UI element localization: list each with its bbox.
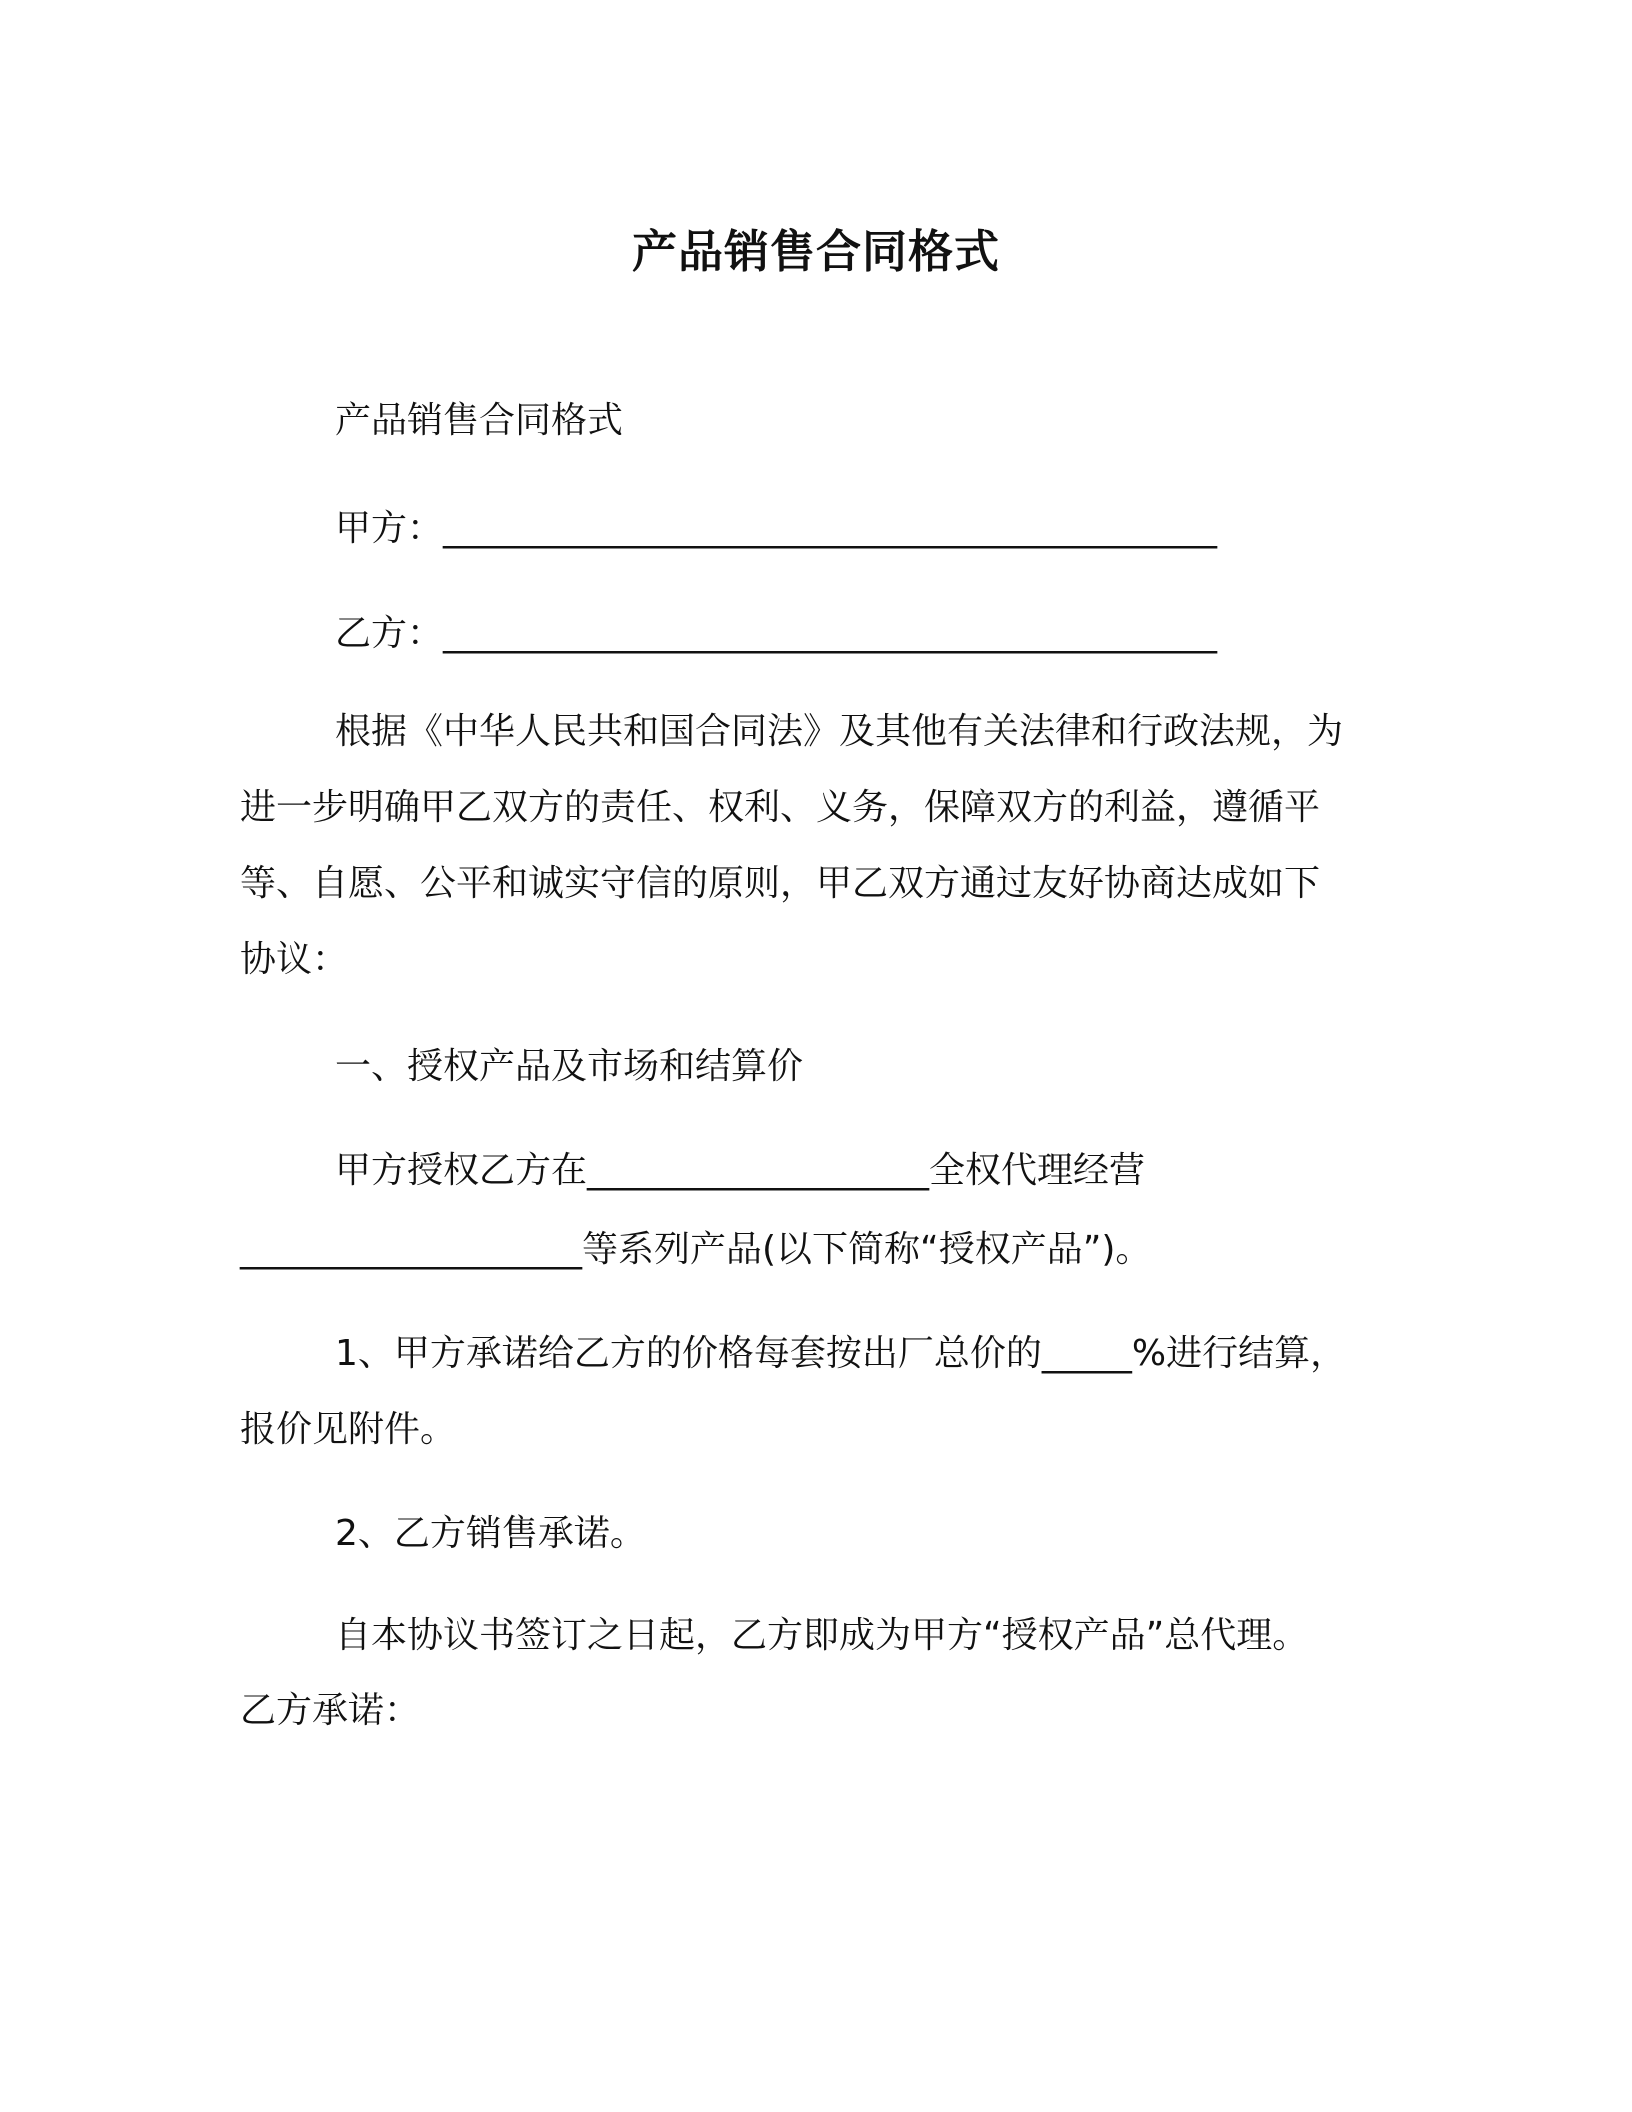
item-2-text-line-2: 乙方承诺：	[240, 1690, 421, 1731]
party-a-line: 甲方：___________________________________________	[335, 508, 1218, 549]
item-1-line-1: 1、甲方承诺给乙方的价格每套按出厂总价的_____%进行结算，	[335, 1333, 1347, 1374]
preamble-line-2: 进一步明确甲乙双方的责任、权利、义务，保障双方的利益，遵循平	[240, 787, 1321, 828]
item-2-text-line-1: 自本协议书签订之日起，乙方即成为甲方“授权产品”总代理。	[335, 1615, 1309, 1656]
section-1-heading: 一、授权产品及市场和结算价	[335, 1046, 804, 1087]
item-1-line-2: 报价见附件。	[240, 1409, 457, 1450]
preamble-line-4: 协议：	[240, 939, 349, 980]
preamble-line-3: 等、自愿、公平和诚实守信的原则，甲乙双方通过友好协商达成如下	[240, 863, 1321, 904]
preamble-line-1: 根据《中华人民共和国合同法》及其他有关法律和行政法规，为	[335, 711, 1344, 752]
section-1-text-line-2: ___________________等系列产品(以下简称“授权产品”)。	[240, 1229, 1152, 1270]
item-2-heading: 2、乙方销售承诺。	[335, 1513, 646, 1554]
section-1-text-line-1: 甲方授权乙方在___________________全权代理经营	[335, 1150, 1146, 1191]
party-b-line: 乙方：___________________________________________	[335, 613, 1218, 654]
document-subtitle: 产品销售合同格式	[335, 400, 624, 441]
document-title: 产品销售合同格式	[631, 225, 1000, 278]
